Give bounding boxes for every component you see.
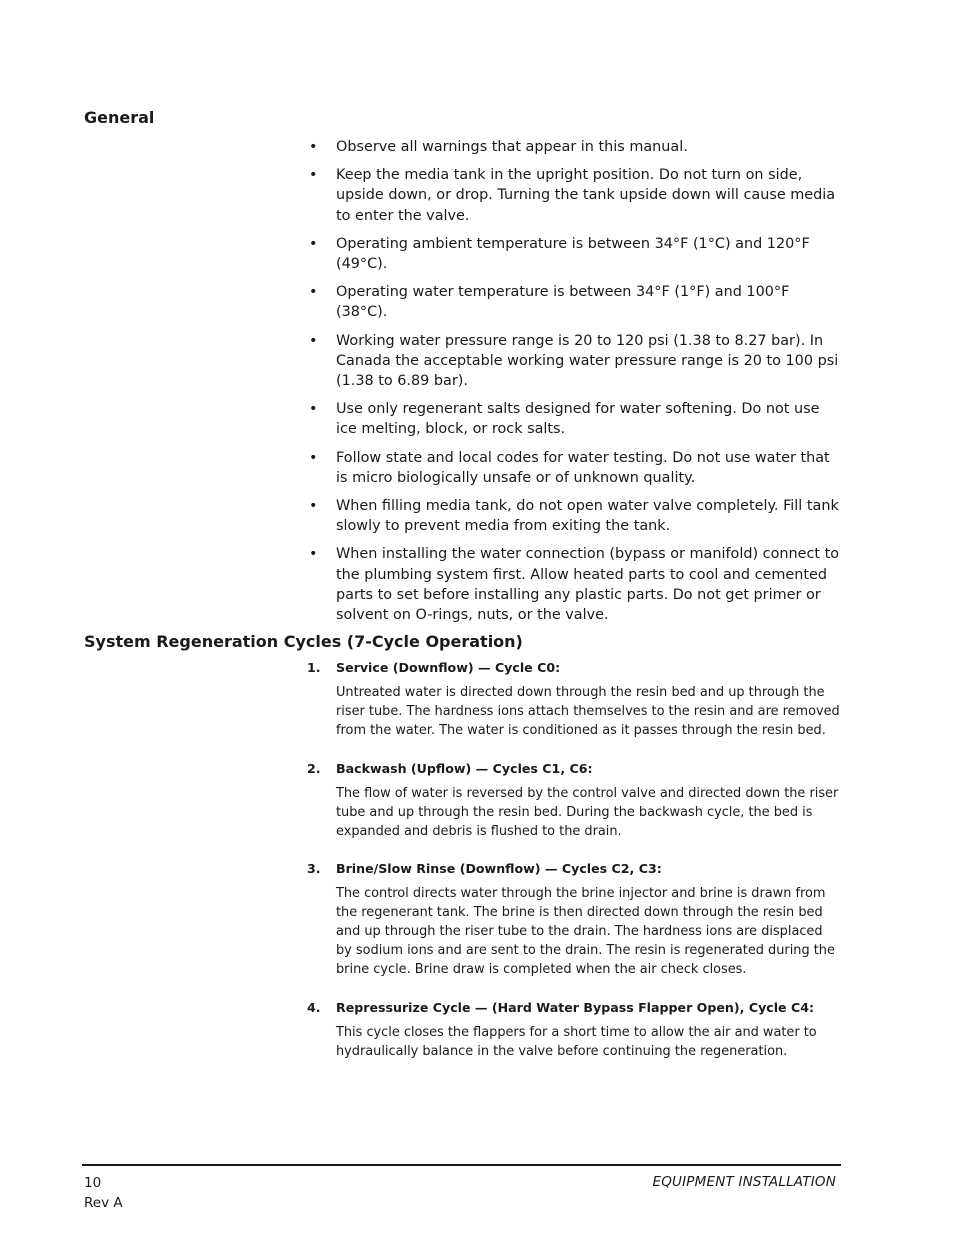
cycle-description: Untreated water is directed down through the resin bed and up through the riser tube. The hardness ions attach themselves to the resin and are removed from the water. The water is conditioned as it passes through the resin bed. <box>336 685 840 738</box>
cycle-item <box>307 860 842 980</box>
cycle-number: 3. <box>307 861 321 877</box>
bullet-icon: • <box>309 167 318 184</box>
bullet-icon: • <box>309 449 318 466</box>
bullet-icon: • <box>309 546 318 563</box>
cycle-number: 4. <box>307 999 321 1015</box>
bullet-icon: • <box>309 235 318 252</box>
list-item: • Keep the media tank in the upright position. Do not turn on side, upside down, or drop. Turning the tank upside down will cause media to enter the valve. <box>309 167 836 224</box>
list-item: • Operating water temperature is between 34°F (1°F) and 100°F (38°C). <box>309 284 790 321</box>
cycle-title: Brine/Slow Rinse (Downflow) — Cycles C2, C3: <box>336 861 662 877</box>
general-heading: General <box>84 108 155 127</box>
bullet-icon: • <box>309 332 318 349</box>
cycle-number: 1. <box>307 660 321 675</box>
cycle-item <box>307 999 842 1062</box>
list-item: • Observe all warnings that appear in this manual. <box>307 137 842 157</box>
cycle-title: Repressurize Cycle — (Hard Water Bypass Flapper Open), Cycle C4: <box>336 999 815 1015</box>
cycle-number: 2. <box>307 760 321 776</box>
regeneration-cycles-heading: System Regeneration Cycles (7-Cycle Operation) <box>84 632 523 651</box>
footer-divider <box>82 1164 841 1166</box>
revision-label: Rev A <box>84 1195 123 1211</box>
bullet-icon: • <box>309 139 318 155</box>
cycle-description: This cycle closes the flappers for a short time to allow the air and water to hydraulically balance in the valve before continuing the regeneration. <box>336 1024 817 1059</box>
cycle-title: Backwash (Upflow) — Cycles C1, C6: <box>336 760 593 776</box>
list-item: • Operating ambient temperature is between 34°F (1°C) and 120°F (49°C). <box>309 235 810 273</box>
list-item: • Use only regenerant salts designed for water softening. Do not use ice melting, block, or rock salts. <box>309 401 820 438</box>
list-item: • Follow state and local codes for water testing. Do not use water that is micro biologically unsafe or of unknown quality. <box>309 449 830 486</box>
footer-left <box>84 1173 123 1213</box>
cycle-description: The control directs water through the brine injector and brine is drawn from the regenerant tank. The brine is then directed down through the resin bed and up through the riser tube to the drain. The hardness ions are displaced by sodium ions and are sent to the drain. The resin is regenerated during the brine cycle. Brine draw is completed when the air check closes. <box>336 886 835 978</box>
cycle-item <box>307 760 842 842</box>
list-item: • When installing the water connection (bypass or manifold) connect to the plumbing system first. Allow heated parts to cool and cemented parts to set before installing any plastic parts. Do not get primer or solvent on O-rings, nuts, or the valve. <box>309 546 840 624</box>
bullet-icon: • <box>309 401 318 418</box>
list-item: • When filling media tank, do not open water valve completely. Fill tank slowly to prevent media from exiting the tank. <box>309 498 839 535</box>
cycle-description: The flow of water is reversed by the control valve and directed down the riser tube and up through the resin bed. During the backwash cycle, the bed is expanded and debris is flushed to the drain. <box>336 785 839 839</box>
bullet-icon: • <box>309 498 318 515</box>
bullet-icon: • <box>309 284 318 301</box>
page-number: 10 <box>84 1175 102 1191</box>
footer-section-title: EQUIPMENT INSTALLATION <box>652 1174 836 1190</box>
cycle-title: Service (Downflow) — Cycle C0: <box>336 660 561 675</box>
general-bullet-list <box>307 137 842 633</box>
list-item: • Working water pressure range is 20 to 120 psi (1.38 to 8.27 bar). In Canada the acceptable working water pressure range is 20 to 100 psi (1.38 to 6.89 bar). <box>309 332 839 390</box>
cycle-item <box>307 659 842 741</box>
regeneration-cycle-list <box>307 659 842 1081</box>
